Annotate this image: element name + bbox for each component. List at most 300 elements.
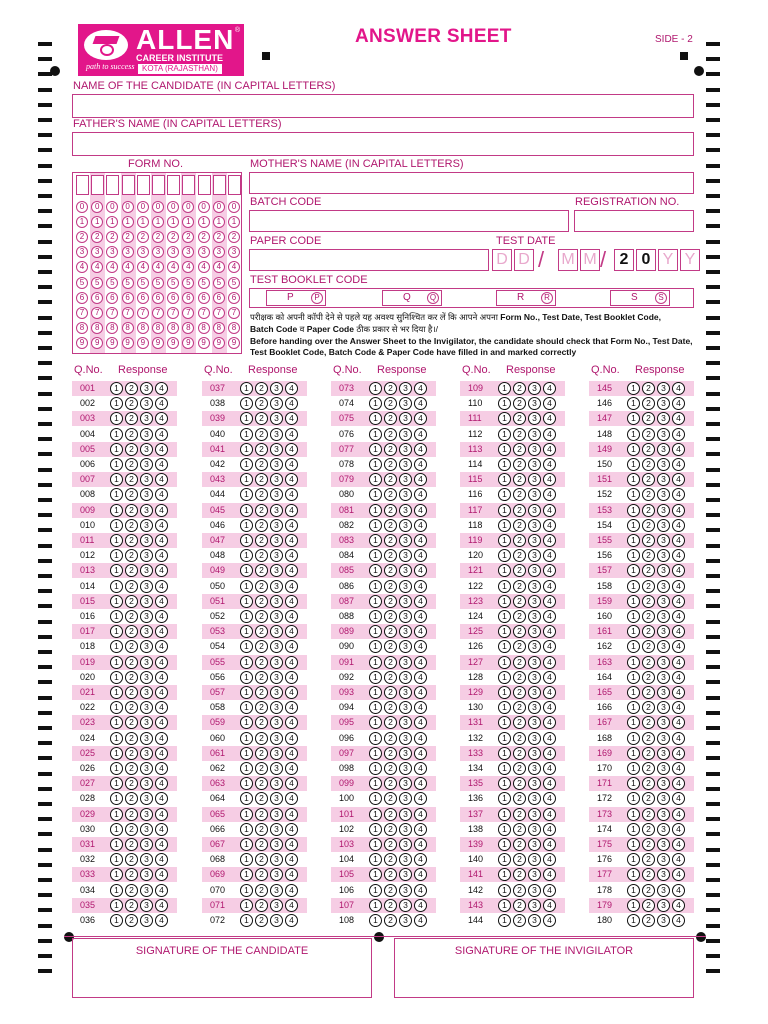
form-no-bubble[interactable]: 1 (213, 216, 225, 228)
response-bubble[interactable]: 4 (285, 656, 298, 669)
response-bubble[interactable]: 3 (528, 443, 541, 456)
response-bubble[interactable]: 1 (110, 656, 123, 669)
response-bubble[interactable]: 2 (384, 564, 397, 577)
response-bubble[interactable]: 4 (414, 428, 427, 441)
response-bubble[interactable]: 3 (657, 473, 670, 486)
response-bubble[interactable]: 3 (528, 823, 541, 836)
response-bubble[interactable]: 3 (657, 747, 670, 760)
response-bubble[interactable]: 2 (255, 504, 268, 517)
response-bubble[interactable]: 3 (270, 428, 283, 441)
response-bubble[interactable]: 1 (369, 823, 382, 836)
response-bubble[interactable]: 3 (399, 808, 412, 821)
form-no-bubble[interactable]: 7 (167, 307, 179, 319)
response-bubble[interactable]: 2 (255, 914, 268, 927)
form-no-bubble[interactable]: 9 (152, 337, 164, 349)
response-bubble[interactable]: 2 (513, 732, 526, 745)
response-bubble[interactable]: 1 (498, 884, 511, 897)
response-bubble[interactable]: 4 (414, 443, 427, 456)
response-bubble[interactable]: 4 (155, 868, 168, 881)
response-bubble[interactable]: 4 (543, 412, 556, 425)
form-no-bubble[interactable]: 5 (106, 277, 118, 289)
response-bubble[interactable]: 4 (543, 473, 556, 486)
form-no-bubble[interactable]: 0 (182, 201, 194, 213)
response-bubble[interactable]: 3 (140, 428, 153, 441)
form-no-bubble[interactable]: 2 (152, 231, 164, 243)
response-bubble[interactable]: 4 (414, 701, 427, 714)
response-bubble[interactable]: 3 (270, 762, 283, 775)
response-bubble[interactable]: 4 (155, 443, 168, 456)
form-no-grid[interactable] (72, 172, 242, 354)
response-bubble[interactable]: 2 (125, 519, 138, 532)
response-bubble[interactable]: 2 (513, 914, 526, 927)
response-bubble[interactable]: 1 (110, 640, 123, 653)
response-bubble[interactable]: 2 (125, 473, 138, 486)
form-no-bubble[interactable]: 0 (228, 201, 240, 213)
response-bubble[interactable]: 4 (414, 914, 427, 927)
response-bubble[interactable]: 2 (513, 640, 526, 653)
response-bubble[interactable]: 3 (528, 747, 541, 760)
batch-code-field[interactable] (249, 210, 569, 232)
response-bubble[interactable]: 3 (399, 488, 412, 501)
form-no-digit-cell[interactable] (228, 175, 241, 195)
test-date-cell[interactable]: 2 (614, 249, 634, 271)
response-bubble[interactable]: 1 (110, 884, 123, 897)
response-bubble[interactable]: 1 (369, 792, 382, 805)
response-bubble[interactable]: 1 (240, 564, 253, 577)
response-bubble[interactable]: 2 (513, 473, 526, 486)
response-bubble[interactable]: 1 (110, 716, 123, 729)
response-bubble[interactable]: 4 (543, 656, 556, 669)
response-bubble[interactable]: 3 (270, 792, 283, 805)
response-bubble[interactable]: 1 (498, 397, 511, 410)
response-bubble[interactable]: 3 (140, 838, 153, 851)
response-bubble[interactable]: 3 (140, 686, 153, 699)
response-bubble[interactable]: 3 (657, 868, 670, 881)
response-bubble[interactable]: 4 (285, 777, 298, 790)
response-bubble[interactable]: 2 (255, 595, 268, 608)
form-no-bubble[interactable]: 5 (228, 277, 240, 289)
response-bubble[interactable]: 3 (657, 412, 670, 425)
response-bubble[interactable]: 1 (627, 564, 640, 577)
response-bubble[interactable]: 3 (399, 914, 412, 927)
response-bubble[interactable]: 1 (369, 777, 382, 790)
form-no-bubble[interactable]: 1 (182, 216, 194, 228)
response-bubble[interactable]: 4 (543, 792, 556, 805)
response-bubble[interactable]: 4 (414, 519, 427, 532)
response-bubble[interactable]: 1 (498, 382, 511, 395)
response-bubble[interactable]: 2 (125, 823, 138, 836)
response-bubble[interactable]: 3 (528, 610, 541, 623)
response-bubble[interactable]: 1 (369, 473, 382, 486)
response-bubble[interactable]: 1 (627, 701, 640, 714)
response-bubble[interactable]: 4 (155, 762, 168, 775)
response-bubble[interactable]: 3 (270, 625, 283, 638)
response-bubble[interactable]: 1 (627, 762, 640, 775)
response-bubble[interactable]: 3 (399, 428, 412, 441)
response-bubble[interactable]: 1 (240, 671, 253, 684)
response-bubble[interactable]: 1 (240, 473, 253, 486)
response-bubble[interactable]: 1 (498, 610, 511, 623)
response-bubble[interactable]: 4 (543, 625, 556, 638)
response-bubble[interactable]: 4 (543, 610, 556, 623)
response-bubble[interactable]: 4 (155, 610, 168, 623)
response-bubble[interactable]: 3 (140, 701, 153, 714)
form-no-digit-cell[interactable] (198, 175, 211, 195)
response-bubble[interactable]: 3 (270, 564, 283, 577)
response-bubble[interactable]: 3 (270, 716, 283, 729)
invigilator-signature-box[interactable] (394, 938, 694, 998)
response-bubble[interactable]: 1 (240, 823, 253, 836)
response-bubble[interactable]: 3 (140, 488, 153, 501)
response-bubble[interactable]: 2 (513, 549, 526, 562)
response-bubble[interactable]: 4 (543, 640, 556, 653)
response-bubble[interactable]: 3 (270, 382, 283, 395)
test-booklet-bubble[interactable]: R (541, 292, 553, 304)
response-bubble[interactable]: 1 (498, 488, 511, 501)
response-bubble[interactable]: 3 (528, 473, 541, 486)
response-bubble[interactable]: 2 (255, 382, 268, 395)
form-no-bubble[interactable]: 3 (228, 246, 240, 258)
response-bubble[interactable]: 3 (399, 792, 412, 805)
response-bubble[interactable]: 4 (155, 625, 168, 638)
form-no-bubble[interactable]: 9 (213, 337, 225, 349)
response-bubble[interactable]: 3 (657, 625, 670, 638)
form-no-bubble[interactable]: 2 (182, 231, 194, 243)
candidate-name-field[interactable] (72, 94, 694, 118)
response-bubble[interactable]: 2 (255, 762, 268, 775)
response-bubble[interactable]: 4 (543, 868, 556, 881)
response-bubble[interactable]: 4 (414, 838, 427, 851)
response-bubble[interactable]: 1 (627, 625, 640, 638)
response-bubble[interactable]: 2 (642, 473, 655, 486)
response-bubble[interactable]: 3 (657, 458, 670, 471)
response-bubble[interactable]: 3 (528, 732, 541, 745)
response-bubble[interactable]: 2 (384, 488, 397, 501)
response-bubble[interactable]: 2 (255, 656, 268, 669)
response-bubble[interactable]: 4 (285, 686, 298, 699)
response-bubble[interactable]: 4 (672, 610, 685, 623)
response-bubble[interactable]: 1 (627, 580, 640, 593)
response-bubble[interactable]: 1 (627, 504, 640, 517)
response-bubble[interactable]: 4 (543, 504, 556, 517)
form-no-bubble[interactable]: 4 (122, 261, 134, 273)
response-bubble[interactable]: 1 (627, 534, 640, 547)
response-bubble[interactable]: 2 (513, 625, 526, 638)
response-bubble[interactable]: 4 (543, 716, 556, 729)
response-bubble[interactable]: 1 (110, 762, 123, 775)
response-bubble[interactable]: 1 (498, 823, 511, 836)
response-bubble[interactable]: 3 (657, 610, 670, 623)
response-bubble[interactable]: 2 (255, 610, 268, 623)
response-bubble[interactable]: 1 (627, 853, 640, 866)
response-bubble[interactable]: 1 (110, 792, 123, 805)
response-bubble[interactable]: 4 (414, 777, 427, 790)
response-bubble[interactable]: 3 (270, 884, 283, 897)
response-bubble[interactable]: 2 (642, 443, 655, 456)
response-bubble[interactable]: 1 (369, 595, 382, 608)
response-bubble[interactable]: 3 (270, 853, 283, 866)
form-no-bubble[interactable]: 0 (137, 201, 149, 213)
response-bubble[interactable]: 2 (513, 899, 526, 912)
response-bubble[interactable]: 1 (369, 656, 382, 669)
response-bubble[interactable]: 3 (528, 428, 541, 441)
response-bubble[interactable]: 1 (240, 443, 253, 456)
response-bubble[interactable]: 1 (627, 808, 640, 821)
response-bubble[interactable]: 3 (399, 686, 412, 699)
response-bubble[interactable]: 2 (255, 701, 268, 714)
response-bubble[interactable]: 2 (384, 686, 397, 699)
response-bubble[interactable]: 4 (155, 823, 168, 836)
response-bubble[interactable]: 2 (642, 838, 655, 851)
response-bubble[interactable]: 2 (642, 656, 655, 669)
response-bubble[interactable]: 4 (285, 564, 298, 577)
response-bubble[interactable]: 4 (285, 868, 298, 881)
response-bubble[interactable]: 1 (240, 808, 253, 821)
form-no-digit-cell[interactable] (167, 175, 180, 195)
form-no-bubble[interactable]: 3 (106, 246, 118, 258)
response-bubble[interactable]: 2 (384, 610, 397, 623)
response-bubble[interactable]: 3 (528, 868, 541, 881)
response-bubble[interactable]: 2 (384, 504, 397, 517)
response-bubble[interactable]: 4 (285, 625, 298, 638)
response-bubble[interactable]: 3 (140, 884, 153, 897)
response-bubble[interactable]: 3 (399, 534, 412, 547)
response-bubble[interactable]: 1 (369, 610, 382, 623)
response-bubble[interactable]: 2 (513, 382, 526, 395)
response-bubble[interactable]: 3 (270, 534, 283, 547)
response-bubble[interactable]: 2 (384, 549, 397, 562)
response-bubble[interactable]: 3 (140, 625, 153, 638)
response-bubble[interactable]: 3 (270, 823, 283, 836)
response-bubble[interactable]: 2 (125, 808, 138, 821)
response-bubble[interactable]: 4 (672, 534, 685, 547)
form-no-bubble[interactable]: 6 (213, 292, 225, 304)
response-bubble[interactable]: 4 (155, 747, 168, 760)
response-bubble[interactable]: 2 (125, 382, 138, 395)
response-bubble[interactable]: 2 (384, 884, 397, 897)
response-bubble[interactable]: 4 (672, 656, 685, 669)
response-bubble[interactable]: 1 (498, 899, 511, 912)
response-bubble[interactable]: 4 (672, 838, 685, 851)
response-bubble[interactable]: 3 (528, 899, 541, 912)
form-no-bubble[interactable]: 4 (167, 261, 179, 273)
response-bubble[interactable]: 1 (498, 428, 511, 441)
form-no-bubble[interactable]: 5 (213, 277, 225, 289)
response-bubble[interactable]: 2 (642, 868, 655, 881)
response-bubble[interactable]: 4 (155, 580, 168, 593)
response-bubble[interactable]: 2 (255, 732, 268, 745)
form-no-bubble[interactable]: 1 (228, 216, 240, 228)
response-bubble[interactable]: 4 (543, 732, 556, 745)
response-bubble[interactable]: 3 (399, 838, 412, 851)
form-no-digit-cell[interactable] (122, 175, 135, 195)
response-bubble[interactable]: 2 (513, 853, 526, 866)
test-booklet-bubble[interactable]: P (311, 292, 323, 304)
response-bubble[interactable]: 3 (270, 838, 283, 851)
response-bubble[interactable]: 2 (642, 580, 655, 593)
response-bubble[interactable]: 3 (528, 853, 541, 866)
response-bubble[interactable]: 2 (642, 640, 655, 653)
response-bubble[interactable]: 2 (642, 671, 655, 684)
response-bubble[interactable]: 3 (270, 549, 283, 562)
response-bubble[interactable]: 1 (369, 686, 382, 699)
candidate-signature-box[interactable] (72, 938, 372, 998)
response-bubble[interactable]: 1 (110, 443, 123, 456)
response-bubble[interactable]: 2 (642, 762, 655, 775)
response-bubble[interactable]: 2 (384, 732, 397, 745)
form-no-bubble[interactable]: 6 (76, 292, 88, 304)
response-bubble[interactable]: 1 (369, 671, 382, 684)
response-bubble[interactable]: 4 (414, 382, 427, 395)
response-bubble[interactable]: 4 (155, 397, 168, 410)
response-bubble[interactable]: 3 (399, 549, 412, 562)
response-bubble[interactable]: 3 (657, 564, 670, 577)
response-bubble[interactable]: 4 (155, 564, 168, 577)
response-bubble[interactable]: 2 (255, 488, 268, 501)
form-no-bubble[interactable]: 2 (122, 231, 134, 243)
response-bubble[interactable]: 1 (627, 732, 640, 745)
form-no-bubble[interactable]: 5 (167, 277, 179, 289)
response-bubble[interactable]: 4 (672, 808, 685, 821)
response-bubble[interactable]: 4 (672, 564, 685, 577)
form-no-bubble[interactable]: 0 (167, 201, 179, 213)
response-bubble[interactable]: 4 (414, 823, 427, 836)
response-bubble[interactable]: 4 (543, 382, 556, 395)
response-bubble[interactable]: 1 (240, 838, 253, 851)
response-bubble[interactable]: 1 (627, 458, 640, 471)
response-bubble[interactable]: 2 (255, 397, 268, 410)
response-bubble[interactable]: 4 (543, 564, 556, 577)
form-no-bubble[interactable]: 8 (198, 322, 210, 334)
response-bubble[interactable]: 4 (414, 716, 427, 729)
response-bubble[interactable]: 2 (125, 732, 138, 745)
response-bubble[interactable]: 3 (140, 412, 153, 425)
response-bubble[interactable]: 3 (140, 762, 153, 775)
response-bubble[interactable]: 4 (414, 747, 427, 760)
form-no-bubble[interactable]: 3 (122, 246, 134, 258)
response-bubble[interactable]: 2 (513, 884, 526, 897)
response-bubble[interactable]: 1 (369, 412, 382, 425)
response-bubble[interactable]: 4 (414, 534, 427, 547)
test-date-cell[interactable]: D (514, 249, 534, 271)
form-no-bubble[interactable]: 0 (213, 201, 225, 213)
response-bubble[interactable]: 1 (369, 549, 382, 562)
response-bubble[interactable]: 2 (513, 458, 526, 471)
response-bubble[interactable]: 3 (399, 625, 412, 638)
form-no-digit-cell[interactable] (182, 175, 195, 195)
response-bubble[interactable]: 4 (155, 656, 168, 669)
response-bubble[interactable]: 4 (155, 671, 168, 684)
response-bubble[interactable]: 3 (399, 397, 412, 410)
response-bubble[interactable]: 4 (414, 640, 427, 653)
response-bubble[interactable]: 4 (155, 914, 168, 927)
response-bubble[interactable]: 4 (672, 762, 685, 775)
response-bubble[interactable]: 1 (498, 868, 511, 881)
response-bubble[interactable]: 1 (110, 747, 123, 760)
response-bubble[interactable]: 3 (657, 640, 670, 653)
response-bubble[interactable]: 3 (270, 519, 283, 532)
response-bubble[interactable]: 3 (399, 884, 412, 897)
response-bubble[interactable]: 1 (110, 868, 123, 881)
response-bubble[interactable]: 2 (513, 564, 526, 577)
response-bubble[interactable]: 3 (528, 519, 541, 532)
response-bubble[interactable]: 2 (642, 899, 655, 912)
response-bubble[interactable]: 3 (528, 549, 541, 562)
response-bubble[interactable]: 2 (513, 777, 526, 790)
response-bubble[interactable]: 4 (543, 838, 556, 851)
response-bubble[interactable]: 1 (240, 716, 253, 729)
response-bubble[interactable]: 3 (270, 732, 283, 745)
response-bubble[interactable]: 2 (642, 595, 655, 608)
response-bubble[interactable]: 2 (642, 732, 655, 745)
response-bubble[interactable]: 1 (240, 610, 253, 623)
response-bubble[interactable]: 2 (255, 473, 268, 486)
response-bubble[interactable]: 1 (110, 823, 123, 836)
response-bubble[interactable]: 4 (672, 701, 685, 714)
response-bubble[interactable]: 4 (414, 564, 427, 577)
response-bubble[interactable]: 2 (642, 777, 655, 790)
response-bubble[interactable]: 3 (399, 595, 412, 608)
form-no-bubble[interactable]: 7 (182, 307, 194, 319)
response-bubble[interactable]: 2 (642, 914, 655, 927)
response-bubble[interactable]: 3 (399, 473, 412, 486)
response-bubble[interactable]: 4 (414, 549, 427, 562)
response-bubble[interactable]: 1 (369, 580, 382, 593)
response-bubble[interactable]: 1 (498, 412, 511, 425)
response-bubble[interactable]: 1 (240, 382, 253, 395)
response-bubble[interactable]: 4 (285, 473, 298, 486)
response-bubble[interactable]: 2 (513, 792, 526, 805)
response-bubble[interactable]: 4 (543, 777, 556, 790)
response-bubble[interactable]: 1 (627, 595, 640, 608)
response-bubble[interactable]: 4 (155, 519, 168, 532)
response-bubble[interactable]: 1 (240, 640, 253, 653)
form-no-bubble[interactable]: 6 (91, 292, 103, 304)
response-bubble[interactable]: 1 (110, 671, 123, 684)
response-bubble[interactable]: 3 (140, 914, 153, 927)
test-booklet-bubble[interactable]: Q (427, 292, 439, 304)
form-no-bubble[interactable]: 0 (106, 201, 118, 213)
response-bubble[interactable]: 2 (255, 580, 268, 593)
response-bubble[interactable]: 1 (369, 534, 382, 547)
response-bubble[interactable]: 3 (528, 838, 541, 851)
response-bubble[interactable]: 3 (657, 397, 670, 410)
response-bubble[interactable]: 1 (627, 747, 640, 760)
response-bubble[interactable]: 3 (399, 610, 412, 623)
response-bubble[interactable]: 4 (155, 732, 168, 745)
response-bubble[interactable]: 3 (399, 640, 412, 653)
response-bubble[interactable]: 3 (528, 412, 541, 425)
response-bubble[interactable]: 3 (657, 443, 670, 456)
response-bubble[interactable]: 4 (672, 504, 685, 517)
response-bubble[interactable]: 1 (369, 899, 382, 912)
response-bubble[interactable]: 1 (627, 473, 640, 486)
response-bubble[interactable]: 3 (140, 808, 153, 821)
response-bubble[interactable]: 1 (627, 777, 640, 790)
response-bubble[interactable]: 3 (528, 686, 541, 699)
form-no-bubble[interactable]: 8 (167, 322, 179, 334)
response-bubble[interactable]: 1 (240, 488, 253, 501)
response-bubble[interactable]: 2 (513, 868, 526, 881)
father-name-field[interactable] (72, 132, 694, 156)
response-bubble[interactable]: 4 (414, 884, 427, 897)
response-bubble[interactable]: 1 (240, 504, 253, 517)
form-no-bubble[interactable]: 6 (167, 292, 179, 304)
response-bubble[interactable]: 2 (642, 382, 655, 395)
form-no-bubble[interactable]: 5 (76, 277, 88, 289)
response-bubble[interactable]: 4 (414, 412, 427, 425)
response-bubble[interactable]: 1 (498, 458, 511, 471)
